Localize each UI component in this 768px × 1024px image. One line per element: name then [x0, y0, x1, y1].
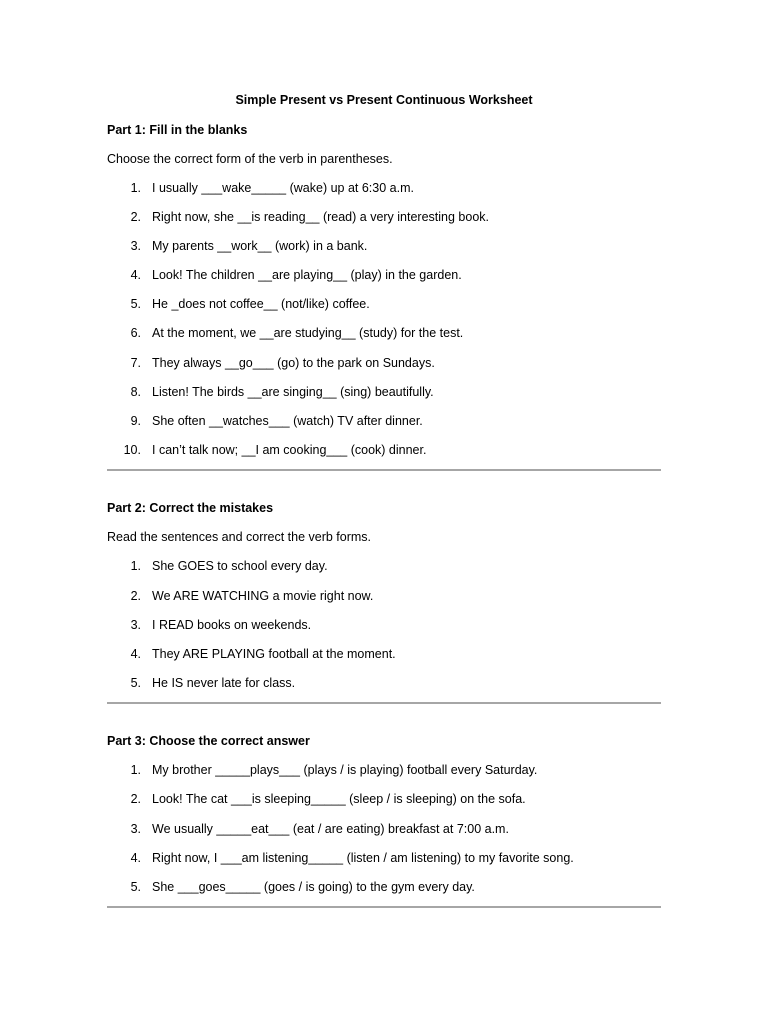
- item-number: 5.: [130, 880, 141, 894]
- item-number: 5.: [130, 676, 141, 690]
- item-text: She ___goes_____ (goes / is going) to the gym every day.: [152, 880, 475, 894]
- part3-heading: Part 3: Choose the correct answer: [107, 734, 310, 748]
- item-number: 1.: [130, 559, 141, 573]
- item-text: He IS never late for class.: [152, 676, 296, 690]
- part1-heading: Part 1: Fill in the blanks: [107, 123, 248, 137]
- item-number: 3.: [130, 239, 141, 253]
- item-number: 1.: [130, 763, 141, 777]
- item-number: 10.: [123, 443, 141, 457]
- item-number: 6.: [130, 326, 141, 340]
- item-text: At the moment, we __are studying__ (study) for the test.: [152, 326, 464, 340]
- item-number: 9.: [130, 414, 141, 428]
- item-text: They always __go___ (go) to the park on Sundays.: [152, 356, 435, 370]
- part2-heading: Part 2: Correct the mistakes: [107, 501, 274, 515]
- item-number: 7.: [130, 356, 141, 370]
- item-text: She GOES to school every day.: [152, 559, 328, 573]
- item-number: 2.: [130, 589, 141, 603]
- section-divider: [107, 469, 661, 471]
- item-number: 2.: [130, 210, 141, 224]
- item-number: 3.: [130, 822, 141, 836]
- part2-instruction: Read the sentences and correct the verb forms.: [107, 530, 372, 544]
- page-title: Simple Present vs Present Continuous Worksheet: [235, 93, 533, 107]
- item-number: 1.: [130, 181, 141, 195]
- item-text: I usually ___wake_____ (wake) up at 6:30 a.m.: [152, 181, 414, 195]
- item-text: I READ books on weekends.: [152, 618, 312, 632]
- item-text: Look! The cat ___is sleeping_____ (sleep / is sleeping) on the sofa.: [152, 792, 526, 806]
- item-number: 3.: [130, 618, 141, 632]
- item-text: Look! The children __are playing__ (play) in the garden.: [152, 268, 462, 282]
- part1-instruction: Choose the correct form of the verb in parentheses.: [107, 152, 393, 166]
- item-text: Listen! The birds __are singing__ (sing) beautifully.: [152, 385, 434, 399]
- item-text: I can’t talk now; __I am cooking___ (cook) dinner.: [152, 443, 427, 457]
- item-number: 4.: [130, 851, 141, 865]
- item-number: 2.: [130, 792, 141, 806]
- item-text: We ARE WATCHING a movie right now.: [152, 589, 374, 603]
- item-text: Right now, I ___am listening_____ (listen / am listening) to my favorite song.: [152, 851, 574, 865]
- item-text: They ARE PLAYING football at the moment.: [152, 647, 396, 661]
- item-text: She often __watches___ (watch) TV after dinner.: [152, 414, 423, 428]
- section-divider: [107, 906, 661, 908]
- item-text: My parents __work__ (work) in a bank.: [152, 239, 368, 253]
- item-text: He _does not coffee__ (not/like) coffee.: [152, 297, 370, 311]
- item-text: We usually _____eat___ (eat / are eating) breakfast at 7:00 a.m.: [152, 822, 509, 836]
- item-number: 8.: [130, 385, 141, 399]
- item-text: My brother _____plays___ (plays / is playing) football every Saturday.: [152, 763, 538, 777]
- item-number: 4.: [130, 268, 141, 282]
- item-number: 5.: [130, 297, 141, 311]
- section-divider: [107, 702, 661, 704]
- item-number: 4.: [130, 647, 141, 661]
- item-text: Right now, she __is reading__ (read) a very interesting book.: [152, 210, 489, 224]
